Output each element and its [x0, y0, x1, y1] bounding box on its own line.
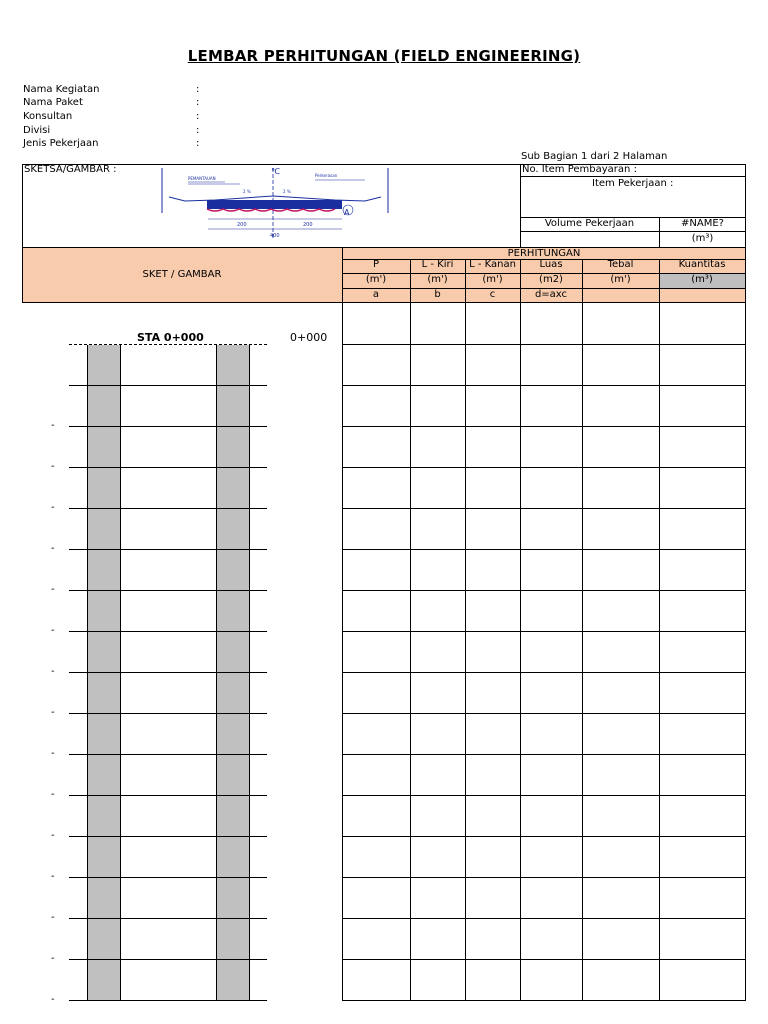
table-row-line — [342, 795, 746, 796]
column-header-unit: (m2) — [539, 274, 563, 285]
station-dash-marker: - — [51, 625, 55, 636]
table-row-line — [342, 754, 746, 755]
info-colon: : — [196, 125, 200, 136]
grid-line — [582, 303, 583, 1000]
svg-text:200: 200 — [237, 222, 247, 228]
info-colon: : — [196, 138, 200, 149]
page-title: LEMBAR PERHITUNGAN (FIELD ENGINEERING) — [187, 47, 581, 65]
station-tick-line — [69, 508, 267, 509]
perhitungan-header: PERHITUNGAN — [507, 248, 581, 259]
svg-text:Perkerasan: Perkerasan — [315, 173, 338, 178]
column-header-code: c — [489, 289, 496, 300]
svg-text:2 %: 2 % — [243, 189, 251, 194]
column-header-unit: (m') — [610, 274, 631, 285]
road-cross-section-sketch — [155, 163, 395, 245]
table-row-line — [342, 344, 746, 345]
grid-line — [520, 176, 746, 177]
column-header-name: L - Kiri — [421, 259, 454, 270]
table-row-line — [342, 1000, 746, 1001]
table-row-line — [342, 918, 746, 919]
table-row-line — [342, 877, 746, 878]
column-header-code: b — [434, 289, 441, 300]
station-dash-marker: - — [51, 953, 55, 964]
grid-line — [745, 247, 746, 302]
station-tick-line — [69, 795, 267, 796]
station-tick-line — [69, 426, 267, 427]
column-header-code: d=axc — [534, 289, 568, 300]
svg-text:400: 400 — [270, 233, 280, 239]
station-dash-marker: - — [51, 543, 55, 554]
table-row-line — [342, 631, 746, 632]
station-tick-line — [69, 385, 267, 386]
item-pekerjaan-label: Item Pekerjaan : — [592, 178, 674, 189]
sta-value: 0+000 — [290, 331, 328, 344]
grid-line — [410, 303, 411, 1000]
column-header-name: Luas — [539, 259, 563, 270]
station-tick-line — [69, 959, 267, 960]
volume-value: #NAME? — [681, 218, 724, 229]
column-header-name: Kuantitas — [678, 259, 726, 270]
grid-line — [22, 302, 746, 303]
station-dash-marker: - — [51, 830, 55, 841]
item-pembayaran-label: No. Item Pembayaran : — [522, 164, 637, 175]
table-row-line — [342, 836, 746, 837]
column-header-name: Tebal — [607, 259, 634, 270]
station-tick-line — [69, 590, 267, 591]
info-label-konsultan: Konsultan — [23, 111, 73, 122]
station-tick-line — [69, 467, 267, 468]
centerline-symbol: ℃ — [271, 167, 280, 176]
table-row-line — [342, 590, 746, 591]
column-header-unit: (m') — [482, 274, 503, 285]
info-colon: : — [196, 111, 200, 122]
station-dash-marker: - — [51, 789, 55, 800]
table-row-line — [342, 508, 746, 509]
grid-line — [342, 303, 343, 1000]
station-tick-line — [69, 877, 267, 878]
table-row-line — [342, 467, 746, 468]
station-dash-marker: - — [51, 666, 55, 677]
station-dash-marker: - — [51, 707, 55, 718]
svg-text:200: 200 — [303, 222, 313, 228]
station-dash-marker: - — [51, 584, 55, 595]
sket-gambar-header: SKET / GAMBAR — [142, 269, 222, 280]
grid-line — [520, 231, 746, 232]
volume-pekerjaan-label: Volume Pekerjaan — [544, 218, 635, 229]
table-row-line — [342, 549, 746, 550]
grid-line — [520, 303, 521, 1000]
table-row-line — [342, 713, 746, 714]
station-dash-marker: - — [51, 461, 55, 472]
station-dash-marker: - — [51, 871, 55, 882]
column-header-unit: (m') — [365, 274, 387, 285]
station-tick-line — [69, 672, 267, 673]
grid-line — [659, 303, 660, 1000]
station-tick-line — [69, 713, 267, 714]
grid-line — [745, 303, 746, 1000]
station-tick-line — [69, 631, 267, 632]
station-tick-line — [69, 918, 267, 919]
station-tick-line — [69, 1000, 267, 1001]
table-row-line — [342, 672, 746, 673]
column-header-code: a — [372, 289, 380, 300]
column-header-unit: (m') — [427, 274, 448, 285]
column-header-name: L - Kanan — [469, 259, 516, 270]
station-tick-line — [69, 836, 267, 837]
table-row-line — [342, 426, 746, 427]
sketsa-label: SKETSA/GAMBAR : — [24, 164, 117, 175]
info-label-nama-kegiatan: Nama Kegiatan — [23, 84, 100, 95]
station-dash-marker: - — [51, 912, 55, 923]
sub-bagian-text: Sub Bagian 1 dari 2 Halaman — [521, 151, 668, 162]
info-label-nama-paket: Nama Paket — [23, 97, 83, 108]
station-dash-marker: - — [51, 420, 55, 431]
station-dash-marker: - — [51, 994, 55, 1005]
table-row-line — [342, 959, 746, 960]
station-dash-marker: - — [51, 502, 55, 513]
sta-label: STA 0+000 — [137, 331, 204, 344]
volume-unit: (m³) — [691, 233, 714, 244]
station-dash-marker: - — [51, 748, 55, 759]
svg-text:A: A — [344, 208, 350, 217]
column-header-name: P — [372, 259, 380, 270]
station-tick-line — [69, 754, 267, 755]
column-header-unit: (m³) — [691, 274, 713, 285]
info-label-divisi: Divisi — [23, 125, 51, 136]
info-label-jenis-pekerjaan: Jenis Pekerjaan — [23, 138, 99, 149]
table-row-line — [342, 385, 746, 386]
svg-text:PEMANTAUAN: PEMANTAUAN — [188, 176, 216, 181]
info-colon: : — [196, 84, 200, 95]
station-tick-line — [69, 549, 267, 550]
svg-text:2 %: 2 % — [283, 189, 291, 194]
info-colon: : — [196, 97, 200, 108]
grid-line — [465, 303, 466, 1000]
